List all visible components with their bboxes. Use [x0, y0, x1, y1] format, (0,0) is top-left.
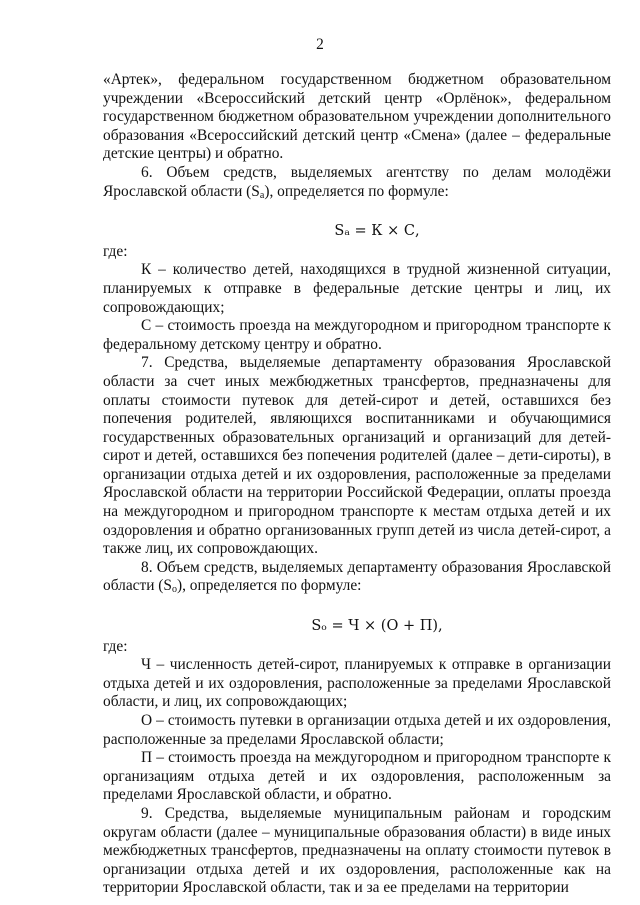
paragraph-continuation: «Артек», федеральном государственном бюджетном образовательном учреждении «Всероссийский детский центр «Орлёнок», федеральном государственном бюджетном образовательном учреждении дополнительного образования «Всероссийский детский центр «Смена» (далее – федеральные детские центры) и обратно.	[103, 71, 611, 163]
paragraph-6	[103, 164, 611, 201]
paragraph-9: 9. Средства, выделяемые муниципальным районам и городским округам области (далее – муниципальные образования области) в виде иных межбюджетных трансфертов, предназначены на оплату стоимости путевок в организации отдыха детей и их оздоровления, расположенные как на территории Ярославской области, так и за ее пределами на территории	[103, 804, 611, 897]
where-label-1: где:	[103, 242, 128, 260]
definition-k: К – количество детей, находящихся в трудной жизненной ситуации, планируемых к отправке в федеральные детские центры и лиц, их сопровождающих;	[103, 261, 611, 316]
paragraph-8-tail: ), определяется по формуле:	[176, 577, 362, 595]
document-body	[103, 71, 611, 898]
paragraph-8-text: 8. Объем средств, выделяемых департаменту образования Ярославской области (S	[103, 558, 611, 595]
paragraph-8	[103, 559, 611, 596]
paragraph-6-tail: ), определяется по формуле:	[264, 182, 449, 200]
where-label-2: где:	[103, 637, 128, 655]
definition-ch: Ч – численность детей-сирот, планируемых к отправке в организации отдыха детей и их оздоровления, расположенные за пределами Ярославской области, и лиц, их сопровождающих;	[103, 656, 611, 711]
page-number: 2	[316, 36, 324, 53]
formula-sa: Sₐ = К × С,	[334, 223, 420, 240]
paragraph-7: 7. Средства, выделяемые департаменту образования Ярославской области за счет иных межбюджетных трансфертов, предназначены для оплаты стоимости путевок для детей-сирот и детей, оставшихся без попечения родителей, являющихся воспитанниками и обучающимися государственных образовательных организаций и организаций для детей-сирот и детей, оставшихся без попечения родителей (далее – дети-сироты), в организации отдыха детей и их оздоровления, расположенные за пределами Ярославской области на территории Российской Федерации, оплаты проезда на междугородном и пригородном транспорте к местам отдыха детей и их оздоровления и обратно организованных групп детей из числа детей-сирот, а также лиц, их сопровождающих.	[103, 354, 611, 558]
definition-o: О – стоимость путевки в организации отдыха детей и их оздоровления, расположенные за пределами Ярославской области;	[103, 712, 611, 748]
paragraph-6-subscript: а	[259, 189, 265, 201]
formula-so: Sₒ = Ч × (О + П),	[311, 618, 443, 635]
paragraph-6-text: 6. Объем средств, выделяемых агентству по делам молодёжи Ярославской области (S	[103, 163, 611, 200]
paragraph-8-subscript: о	[171, 584, 177, 596]
definition-p: П – стоимость проезда на междугородном и пригородном транспорте к организациям отдыха детей и их оздоровления, расположенным за пределами Ярославской области, и обратно.	[103, 749, 611, 804]
definition-c: С – стоимость проезда на междугородном и пригородном транспорте к федеральному детскому центру и обратно.	[103, 317, 611, 353]
